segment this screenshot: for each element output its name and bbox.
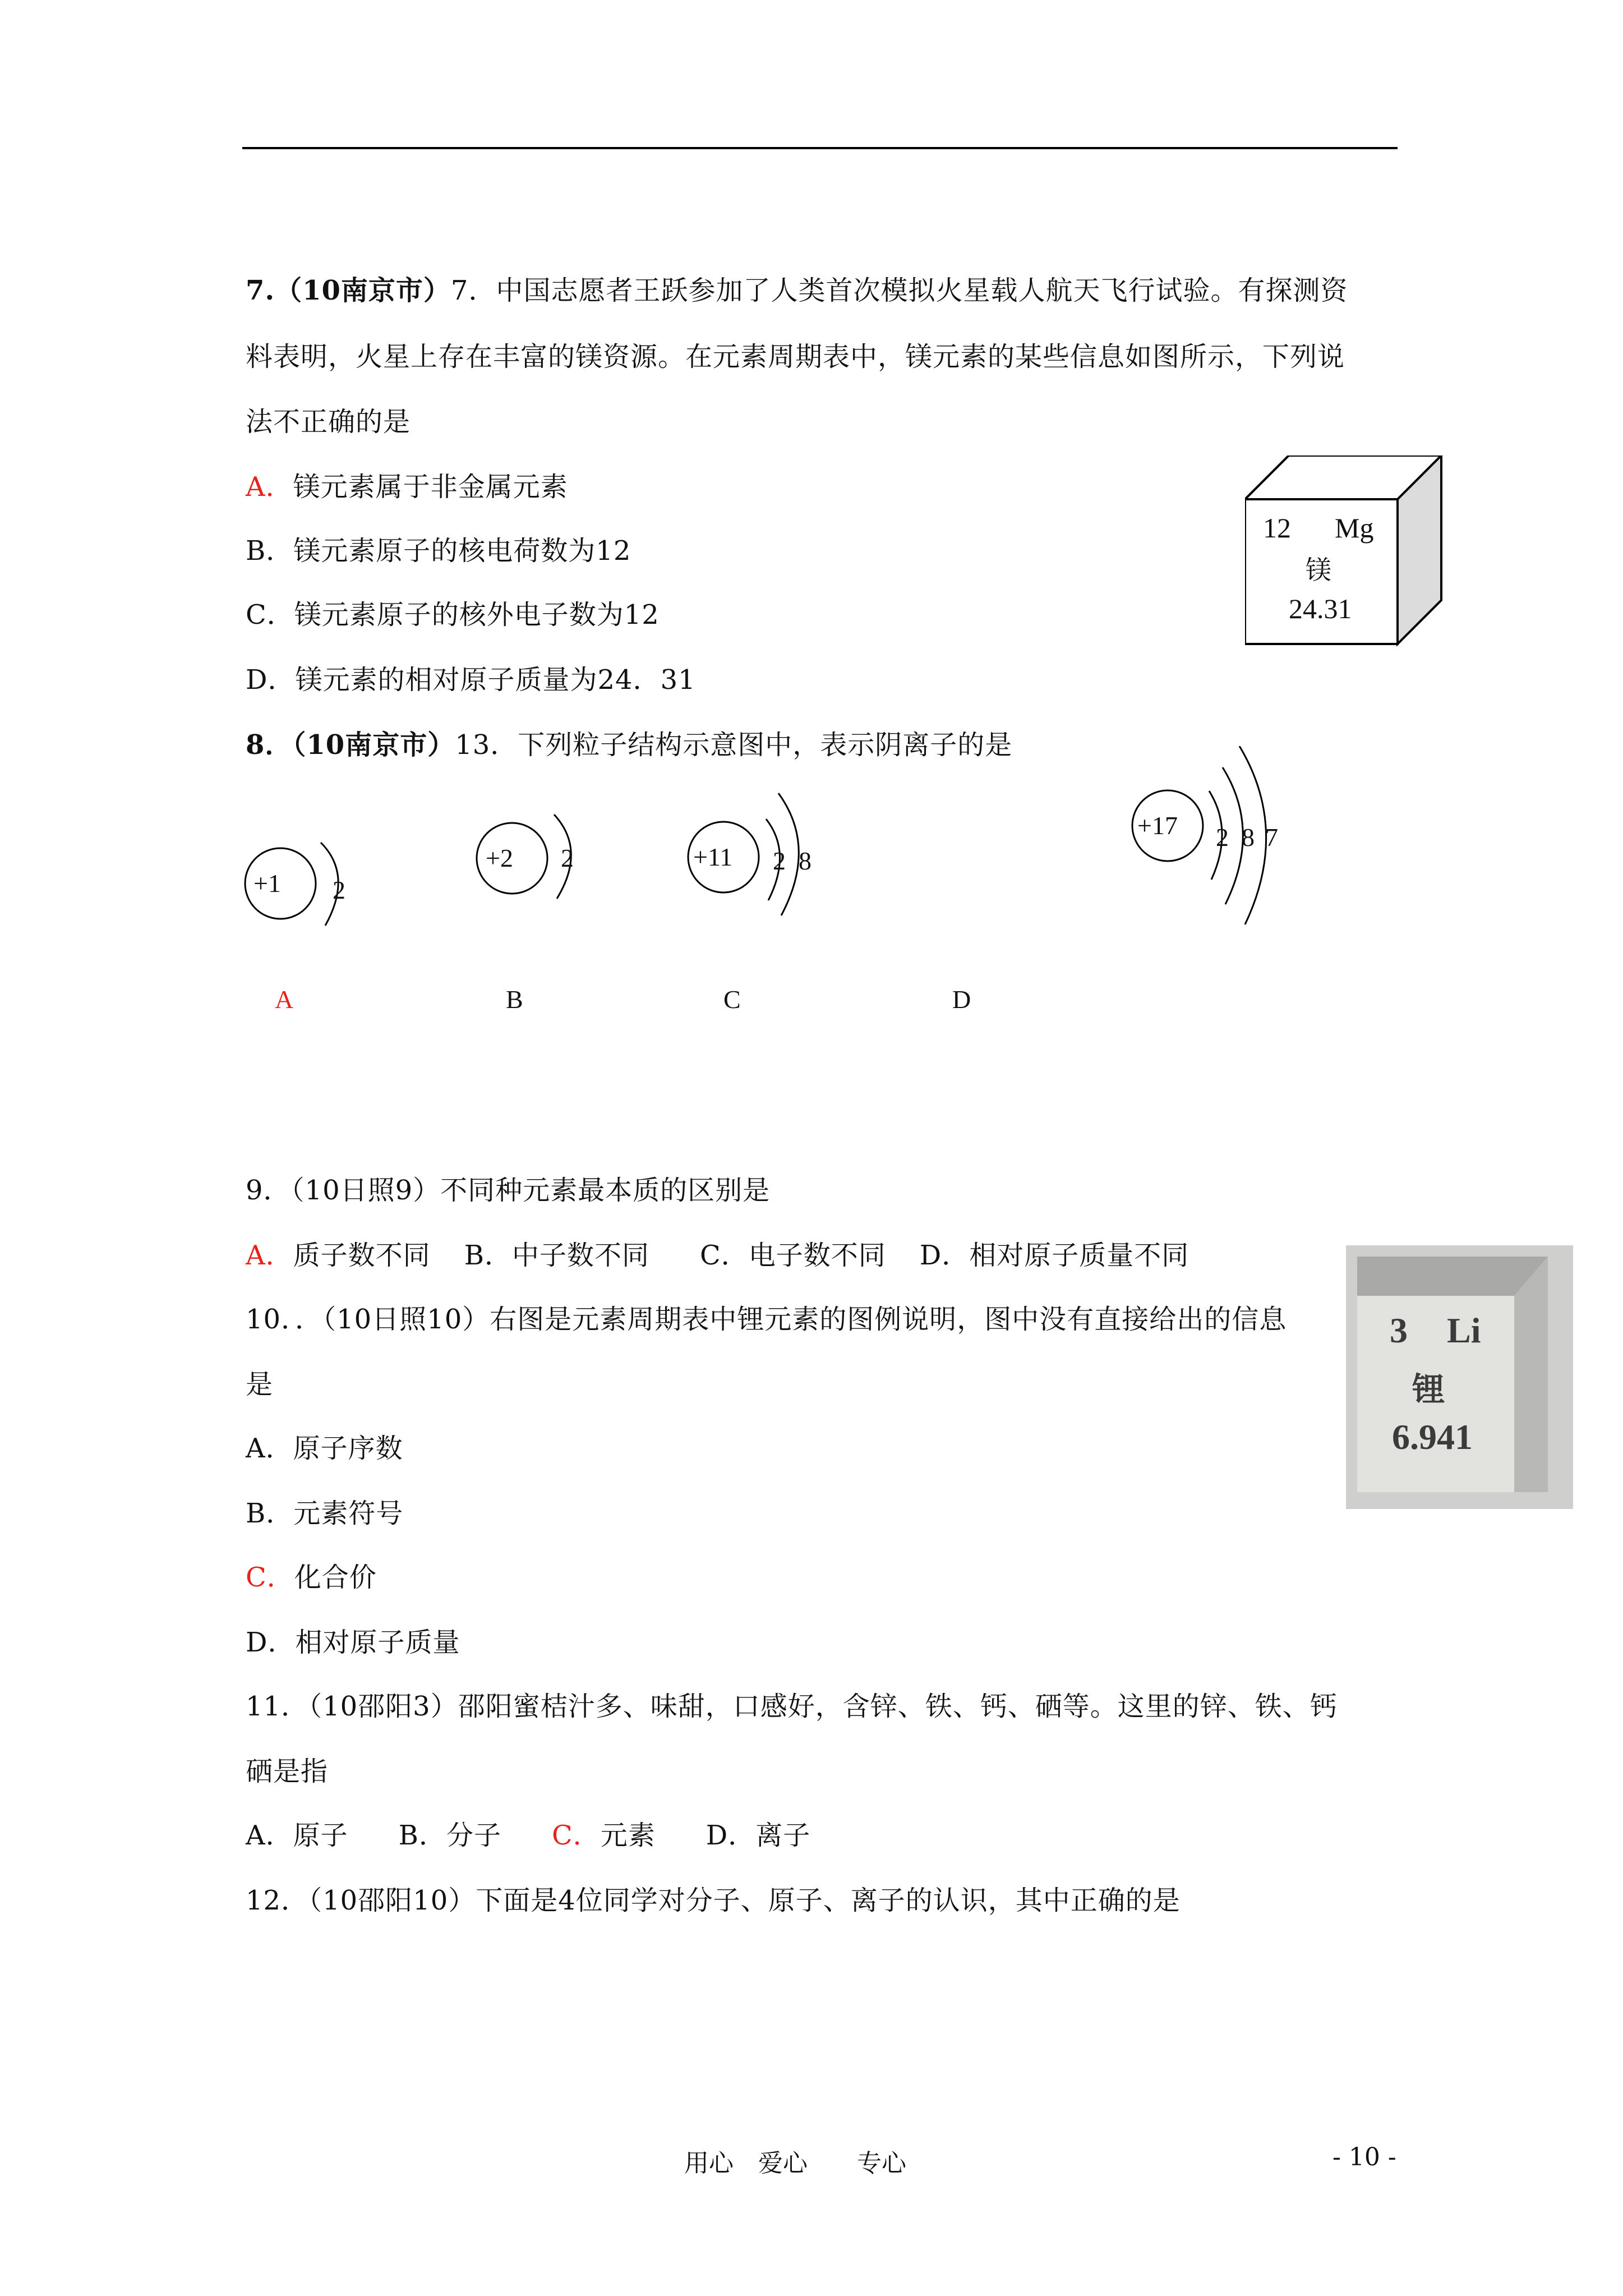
q7-option-a-text: 镁元素属于非金属元素 (293, 471, 568, 503)
q10-option-c-text: 化合价 (294, 1562, 377, 1593)
shell-count-d3: 7 (1265, 823, 1278, 852)
lithium-element-card (1346, 1245, 1573, 1509)
li-atomic-mass: 6.941 (1392, 1417, 1473, 1457)
q9-options (246, 1237, 1189, 1273)
q8-label-a: A (275, 985, 294, 1014)
q9-stem: 9．（10日照9）不同种元素最本质的区别是 (246, 1175, 771, 1206)
q8-stem: 13．下列粒子结构示意图中，表示阴离子的是 (455, 729, 1013, 761)
nucleus-charge-c: +11 (693, 843, 733, 871)
q8-label-d: D (952, 985, 971, 1014)
mg-atomic-mass: 24.31 (1289, 593, 1352, 624)
footer-motto: 用心 爱心 专心 (684, 2149, 906, 2178)
q10-option-d: D．相对原子质量 (246, 1627, 460, 1658)
q7-option-d: D．镁元素的相对原子质量为24．31 (246, 664, 696, 696)
nucleus-charge-b: +2 (486, 844, 513, 872)
atom-diagram-c (683, 785, 851, 920)
q8-label-c: C (723, 985, 741, 1014)
mg-symbol: Mg (1335, 512, 1374, 544)
q7-stem: 7．中国志愿者王跃参加了人类首次模拟火星载人航天飞行试验。有探测资 (450, 275, 1348, 306)
q9-option-d: D．相对原子质量不同 (919, 1240, 1189, 1271)
q12-line1: 12．（10邵阳10）下面是4位同学对分子、原子、离子的认识，其中正确的是 (246, 1885, 1181, 1916)
mg-name: 镁 (1306, 555, 1331, 585)
q11-option-d: D．离子 (706, 1820, 811, 1851)
q7-source: 7.（10南京市） (246, 275, 451, 306)
q10-option-a: A．原子序数 (246, 1433, 403, 1464)
header-rule (242, 147, 1398, 149)
q7-line2: 料表明，火星上存在丰富的镁资源。在元素周期表中，镁元素的某些信息如图所示，下列说 (246, 341, 1345, 372)
magnesium-element-card (1245, 455, 1447, 652)
li-atomic-number: 3 (1390, 1310, 1408, 1350)
q11-options (246, 1818, 810, 1853)
q7-option-c: C．镁元素原子的核外电子数为12 (246, 599, 660, 631)
nucleus-charge-d: +17 (1137, 811, 1178, 840)
shell-count-d2: 8 (1242, 823, 1255, 852)
q10-line1: 10．．（10日照10）右图是元素周期表中锂元素的图例说明，图中没有直接给出的信息 (246, 1304, 1287, 1335)
q8-line1 (246, 727, 1012, 763)
q10-option-c (246, 1559, 377, 1595)
nucleus-charge-a: +1 (253, 869, 281, 898)
q7-option-a (246, 469, 568, 505)
q9-option-b: B．中子数不同 (464, 1240, 649, 1271)
shell-count-b1: 2 (561, 844, 574, 872)
shell-count-a1: 2 (333, 876, 345, 904)
q11-option-c-text: 元素 (600, 1820, 656, 1851)
q9-option-c: C．电子数不同 (699, 1240, 886, 1271)
q11-line2: 硒是指 (246, 1756, 329, 1787)
page-number: - 10 - (1332, 2143, 1396, 2171)
q11-option-c-letter: C． (551, 1820, 601, 1851)
li-symbol: Li (1447, 1310, 1481, 1350)
shell-count-c1: 2 (773, 846, 786, 875)
shell-count-c2: 8 (799, 846, 811, 875)
q10-option-b: B．元素符号 (246, 1498, 404, 1529)
mg-atomic-number: 12 (1263, 512, 1291, 544)
atom-diagram-d (1127, 746, 1318, 931)
shell-count-d1: 2 (1216, 823, 1229, 852)
q10-option-c-letter: C． (246, 1562, 294, 1593)
q8-source: 8．（10南京市） (246, 729, 455, 761)
q11-option-a: A．原子 (246, 1820, 348, 1851)
atom-diagram-b (470, 802, 593, 909)
q9-option-a-letter: A． (246, 1240, 293, 1271)
q7-line1 (246, 273, 1348, 309)
q7-option-b: B．镁元素原子的核电荷数为12 (246, 535, 631, 567)
q7-option-a-letter: A． (246, 471, 293, 503)
q7-line3: 法不正确的是 (246, 406, 411, 438)
q10-line2: 是 (246, 1369, 274, 1400)
lithium-cube-icon (1346, 1245, 1573, 1509)
q11-option-b: B．分子 (398, 1820, 501, 1851)
atom-diagram-a (241, 830, 365, 937)
q11-line1: 11．（10邵阳3）邵阳蜜桔汁多、味甜，口感好，含锌、铁、钙、硒等。这里的锌、铁、钙 (246, 1691, 1338, 1722)
q9-option-a-text: 质子数不同 (293, 1240, 431, 1271)
q8-label-b: B (506, 985, 523, 1014)
li-name: 锂 (1412, 1370, 1445, 1409)
